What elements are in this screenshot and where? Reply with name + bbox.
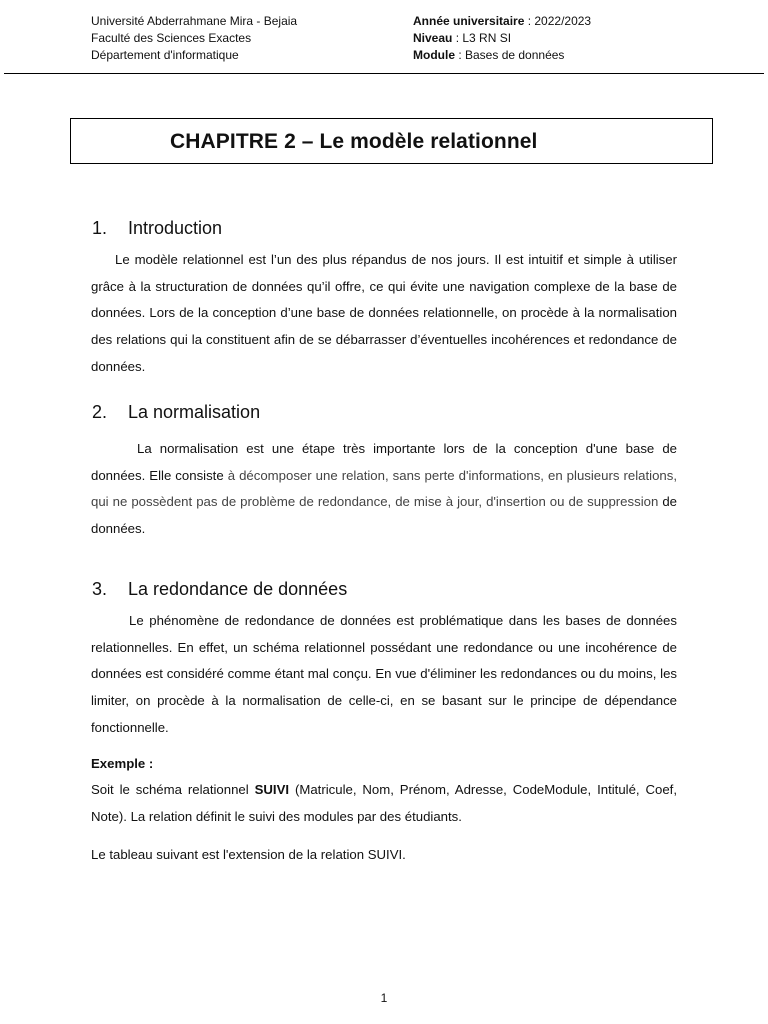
module: Module : Bases de données	[413, 48, 565, 62]
normalisation-paragraph: La normalisation est une étape très importante lors de la conception d'une base de données. Elle consiste à décomposer une relation, sans perte d'informations, en plusieurs relations, qui ne possèdent pas de problème de redondance, de mise à jour, d'insertion ou de suppression de données.	[91, 441, 678, 537]
example-paragraph: Soit le schéma relationnel SUIVI (Matricule, Nom, Prénom, Adresse, CodeModule, Intitulé, Coef, Note). La relation définit le suivi des modules par des étudiants.	[91, 782, 677, 824]
faculty-name: Faculté des Sciences Exactes	[91, 31, 252, 45]
introduction-paragraph: Le modèle relationnel est l’un des plus répandus de nos jours. Il est intuitif et simple à utiliser grâce à la structuration de données qu’il offre, ce qui évite une navigation complexe de la base de données. Lors de la conception d’une base de données relationnelle, on procède à la normalisation des relations qui la constituent afin de se débarrasser d’éventuelles incohérences et redondance de données.	[91, 252, 677, 374]
level: Niveau : L3 RN SI	[413, 31, 512, 45]
redondance-paragraph: Le phénomène de redondance de données est problématique dans les bases de données relationnelles. En effet, un schéma relationnel possédant une redondance ou une incohérence de données est considéré comme étant mal conçu. En vue d'éliminer les redondances ou du moins, les limiter, on procède à la normalisation de celle-ci, en se basant sur le principe de dépendance fonctionnelle.	[91, 613, 677, 735]
header-left	[91, 13, 297, 64]
section-heading-redondance: 3. La redondance de données	[92, 579, 348, 599]
example-label: Exemple :	[91, 756, 154, 771]
university-name: Université Abderrahmane Mira - Bejaia	[91, 14, 298, 28]
example-closing: Le tableau suivant est l'extension de la relation SUIVI.	[91, 847, 406, 862]
section-heading-normalisation: 2. La normalisation	[92, 402, 261, 422]
header-right	[413, 13, 591, 64]
chapter-title: CHAPITRE 2 – Le modèle relationnel	[170, 130, 538, 153]
section-heading-introduction: 1. Introduction	[92, 218, 223, 238]
page-number: 1	[380, 991, 388, 1005]
academic-year: Année universitaire : 2022/2023	[413, 14, 592, 28]
chapter-title-box	[70, 118, 713, 164]
department-name: Département d'informatique	[91, 48, 239, 62]
header-divider	[4, 73, 764, 74]
